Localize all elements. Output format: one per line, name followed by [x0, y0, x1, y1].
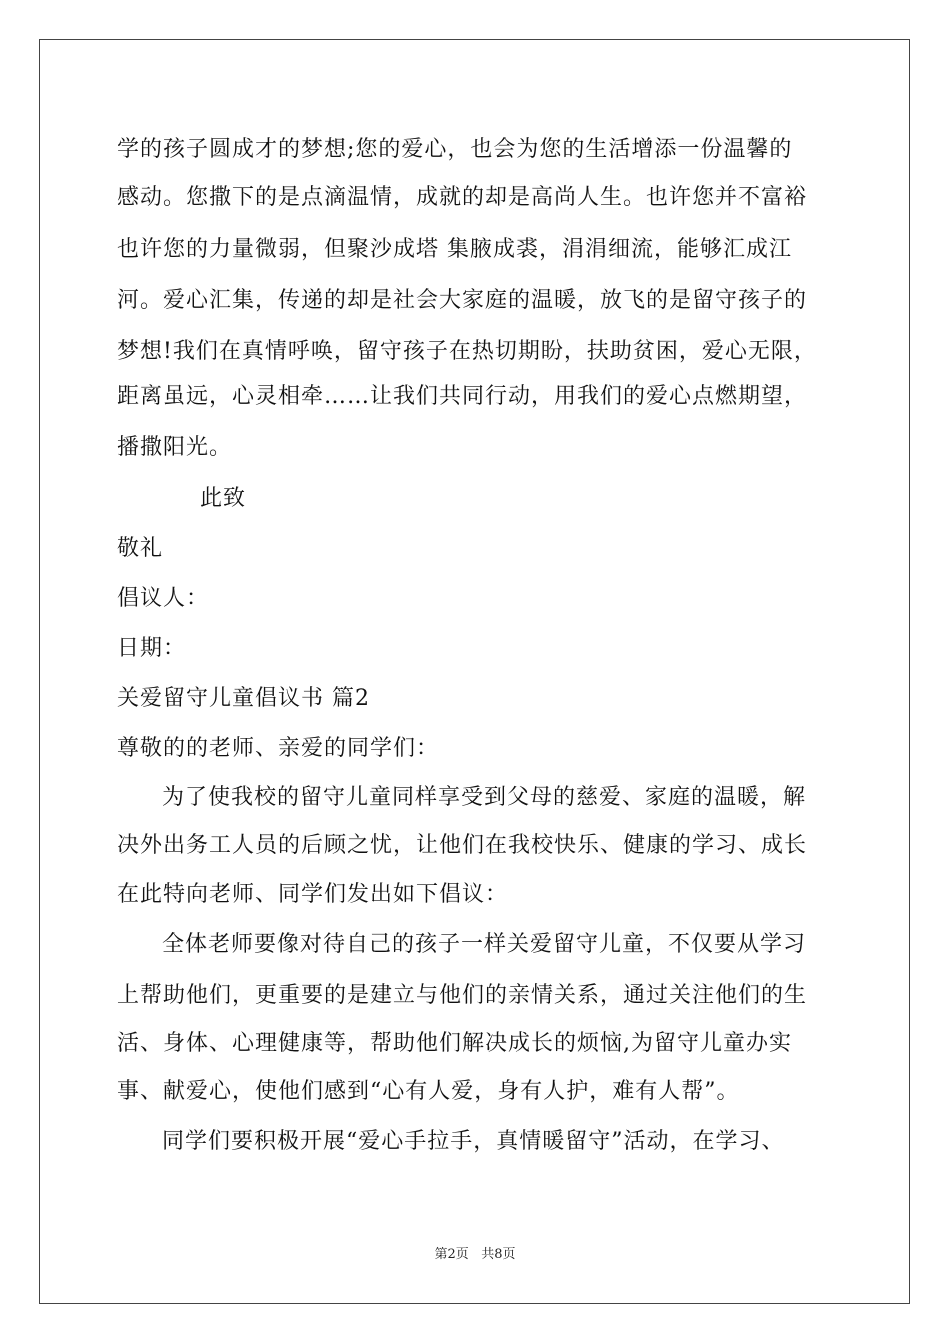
section-title: 关爱留守儿童倡议书 篇2: [117, 686, 370, 711]
closing-salute: 敬礼: [117, 536, 164, 561]
page-border: [39, 39, 910, 1304]
page-footer: [0, 1246, 950, 1264]
paragraph1-line-2: 决外出务工人员的后顾之忧，让他们在我校快乐、健康的学习、成长: [117, 833, 808, 858]
paragraph2-line-4: 事、献爱心，使他们感到“心有人爱，身有人护，难有人帮”。: [117, 1079, 740, 1104]
body-line-5: 梦想!我们在真情呼唤，留守孩子在热切期盼，扶助贫困，爱心无限，: [117, 339, 817, 364]
body-line-7: 播撒阳光。: [117, 435, 233, 460]
salutation: 尊敬的的老师、亲爱的同学们：: [117, 736, 440, 761]
date-label: 日期：: [117, 636, 187, 661]
signer-label: 倡议人：: [117, 586, 210, 611]
body-line-1: 学的孩子圆成才的梦想;您的爱心，也会为您的生活增添一份温馨的: [117, 137, 793, 162]
paragraph1-line-3: 在此特向老师、同学们发出如下倡议：: [117, 882, 509, 907]
body-line-4: 河。爱心汇集，传递的却是社会大家庭的温暖，放飞的是留守孩子的: [117, 288, 808, 313]
page-total: 共8页: [481, 1247, 516, 1262]
paragraph2-line-1: 全体老师要像对待自己的孩子一样关爱留守儿童，不仅要从学习: [162, 932, 807, 957]
paragraph2-line-2: 上帮助他们，更重要的是建立与他们的亲情关系，通过关注他们的生: [117, 983, 808, 1008]
paragraph2-line-3: 活、身体、心理健康等，帮助他们解决成长的烦恼,为留守儿童办实: [117, 1031, 792, 1056]
paragraph3-line-1: 同学们要积极开展“爱心手拉手，真情暖留守”活动，在学习、: [162, 1129, 785, 1154]
closing-greeting: 此致: [200, 486, 247, 511]
body-line-2: 感动。您撒下的是点滴温情，成就的却是高尚人生。也许您并不富裕: [117, 185, 808, 210]
body-line-6: 距离虽远，心灵相牵……让我们共同行动，用我们的爱心点燃期望，: [117, 384, 808, 409]
paragraph1-line-1: 为了使我校的留守儿童同样享受到父母的慈爱、家庭的温暖，解: [162, 785, 807, 810]
page-number: 第2页: [434, 1247, 469, 1262]
body-line-3: 也许您的力量微弱，但聚沙成塔 集腋成裘，涓涓细流，能够汇成江: [117, 237, 792, 262]
